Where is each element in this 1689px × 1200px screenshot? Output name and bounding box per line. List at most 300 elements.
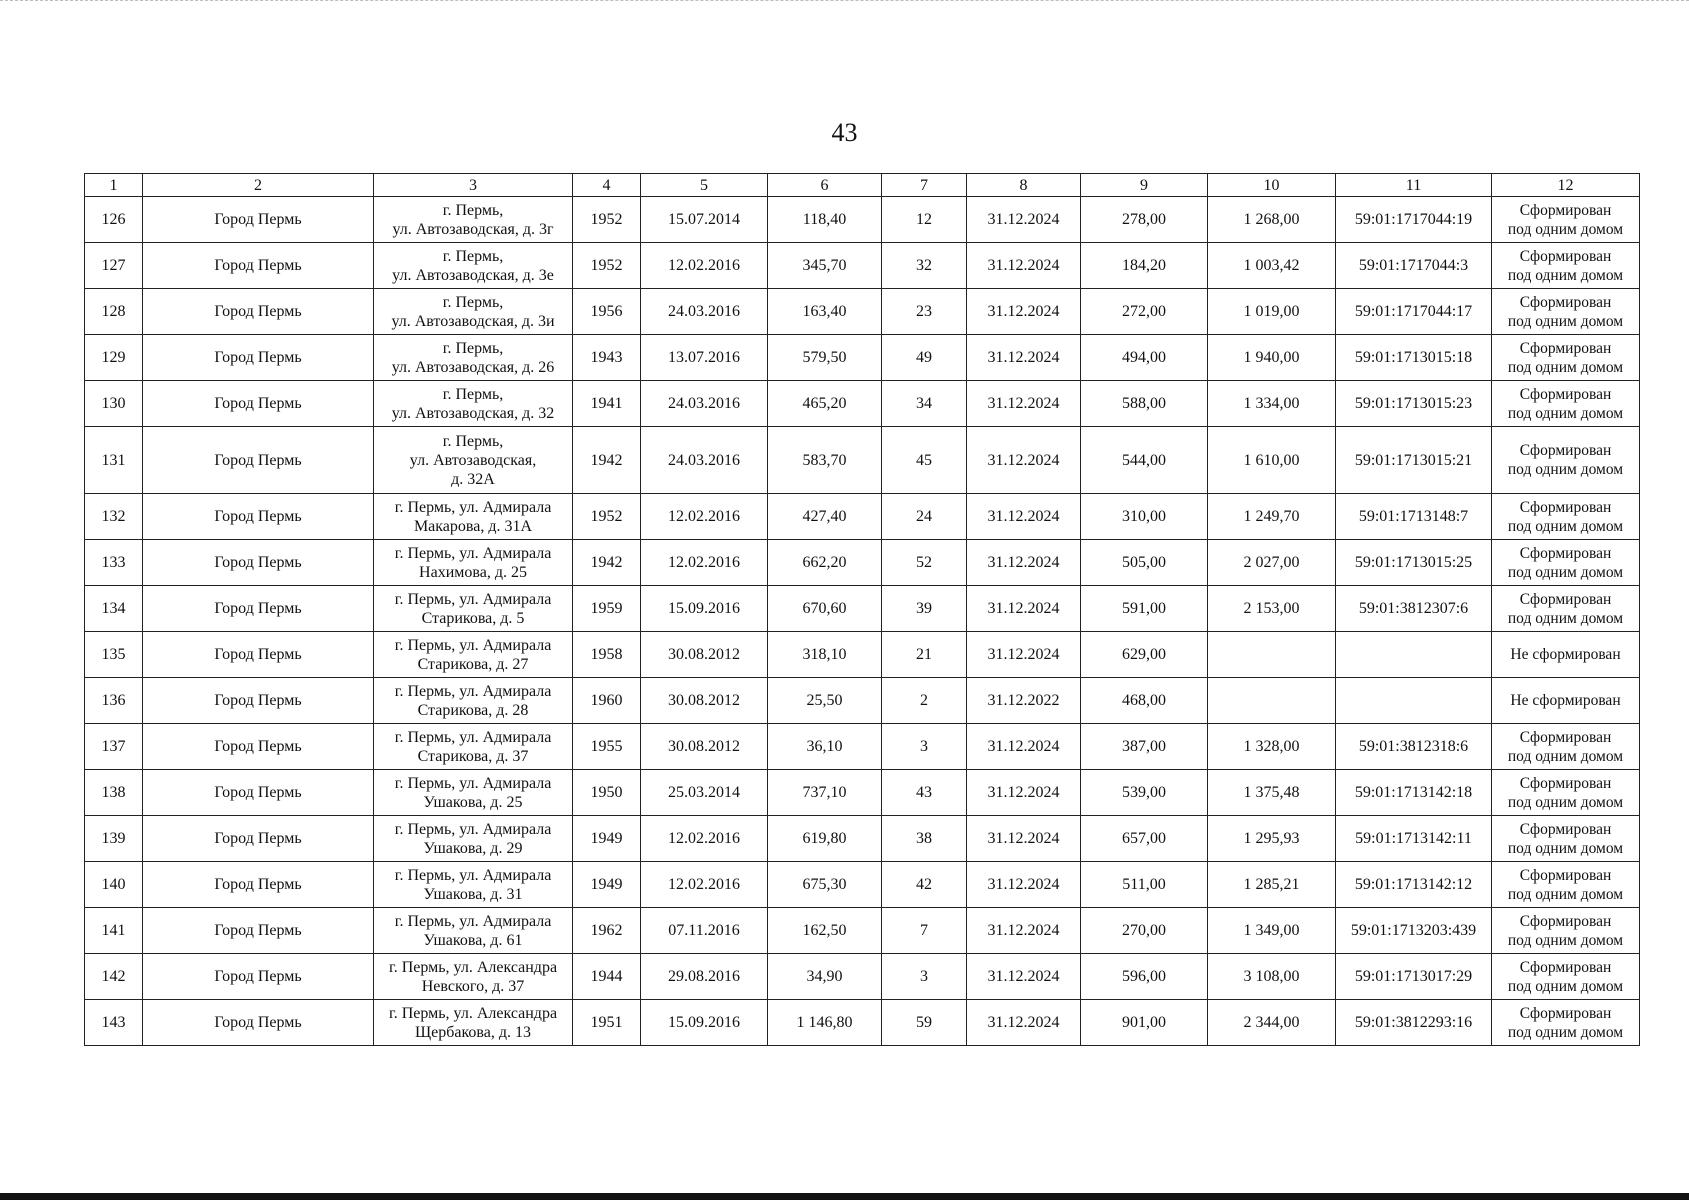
column-9-cell: 310,00 (1081, 494, 1208, 540)
municipality-cell: Город Пермь (143, 586, 374, 632)
date-cell: 25.03.2014 (641, 770, 768, 816)
municipality-cell: Город Пермь (143, 632, 374, 678)
municipality-cell: Город Пермь (143, 289, 374, 335)
address-cell (374, 427, 573, 494)
cadastral-number-cell: 59:01:1713017:29 (1336, 954, 1492, 1000)
area-cell: 427,40 (768, 494, 882, 540)
table-row (85, 197, 1640, 243)
status-line: под одним домом (1507, 404, 1624, 422)
residents-cell: 59 (882, 1000, 967, 1046)
residents-cell: 2 (882, 678, 967, 724)
address-line: г. Пермь, (442, 432, 504, 450)
year-built-cell: 1941 (573, 381, 641, 427)
address-line: Старикова, д. 27 (417, 655, 529, 673)
row-number-cell: 141 (85, 908, 143, 954)
date-cell: 12.02.2016 (641, 243, 768, 289)
address-cell (374, 770, 573, 816)
municipality-cell: Город Пермь (143, 427, 374, 494)
land-plot-status-cell (1492, 381, 1640, 427)
area-cell: 675,30 (768, 862, 882, 908)
year-built-cell: 1950 (573, 770, 641, 816)
status-line: Сформирован (1519, 339, 1612, 357)
date-cell: 24.03.2016 (641, 381, 768, 427)
column-header: 4 (573, 174, 641, 197)
year-built-cell: 1942 (573, 427, 641, 494)
column-10-cell: 1 249,70 (1208, 494, 1336, 540)
deadline-cell: 31.12.2024 (967, 243, 1081, 289)
column-header: 2 (143, 174, 374, 197)
table-row (85, 586, 1640, 632)
area-cell: 583,70 (768, 427, 882, 494)
date-cell: 12.02.2016 (641, 494, 768, 540)
bottom-scan-edge (0, 1193, 1689, 1200)
column-number-row (85, 174, 1640, 197)
cadastral-number-cell: 59:01:1713148:7 (1336, 494, 1492, 540)
municipality-cell: Город Пермь (143, 381, 374, 427)
residents-cell: 7 (882, 908, 967, 954)
deadline-cell: 31.12.2024 (967, 724, 1081, 770)
table-row (85, 427, 1640, 494)
year-built-cell: 1956 (573, 289, 641, 335)
address-cell (374, 540, 573, 586)
table-row (85, 1000, 1640, 1046)
municipality-cell: Город Пермь (143, 540, 374, 586)
address-line: г. Пермь, (442, 201, 504, 219)
row-number-cell: 138 (85, 770, 143, 816)
area-cell: 318,10 (768, 632, 882, 678)
year-built-cell: 1958 (573, 632, 641, 678)
cadastral-number-cell: 59:01:1717044:3 (1336, 243, 1492, 289)
address-line: д. 32А (451, 470, 495, 488)
residents-cell: 38 (882, 816, 967, 862)
residents-cell: 39 (882, 586, 967, 632)
area-cell: 162,50 (768, 908, 882, 954)
area-cell: 163,40 (768, 289, 882, 335)
row-number-cell: 142 (85, 954, 143, 1000)
municipality-cell: Город Пермь (143, 954, 374, 1000)
address-line: ул. Автозаводская, д. 3е (392, 266, 554, 284)
year-built-cell: 1952 (573, 197, 641, 243)
year-built-cell: 1942 (573, 540, 641, 586)
area-cell: 345,70 (768, 243, 882, 289)
table-row (85, 494, 1640, 540)
status-line: Сформирован (1519, 247, 1612, 265)
deadline-cell: 31.12.2024 (967, 540, 1081, 586)
deadline-cell: 31.12.2024 (967, 427, 1081, 494)
status-line: под одним домом (1507, 977, 1624, 995)
residents-cell: 52 (882, 540, 967, 586)
address-line: г. Пермь, (442, 293, 504, 311)
table-body (85, 197, 1640, 1046)
date-cell: 24.03.2016 (641, 289, 768, 335)
land-plot-status-cell (1492, 678, 1640, 724)
cadastral-number-cell (1336, 632, 1492, 678)
row-number-cell: 137 (85, 724, 143, 770)
top-scan-edge (0, 0, 1689, 2)
cadastral-number-cell: 59:01:1713015:23 (1336, 381, 1492, 427)
address-line: г. Пермь, ул. Адмирала (394, 866, 552, 884)
land-plot-status-cell (1492, 540, 1640, 586)
address-line: Ушакова, д. 29 (423, 839, 523, 857)
address-line: Ушакова, д. 31 (423, 885, 523, 903)
cadastral-number-cell: 59:01:1713015:21 (1336, 427, 1492, 494)
residents-cell: 49 (882, 335, 967, 381)
address-cell (374, 724, 573, 770)
column-9-cell: 468,00 (1081, 678, 1208, 724)
year-built-cell: 1962 (573, 908, 641, 954)
address-line: Нахимова, д. 25 (419, 563, 527, 581)
deadline-cell: 31.12.2024 (967, 586, 1081, 632)
status-line: под одним домом (1507, 609, 1624, 627)
status-line: под одним домом (1507, 839, 1624, 857)
residents-cell: 42 (882, 862, 967, 908)
year-built-cell: 1952 (573, 243, 641, 289)
column-9-cell: 184,20 (1081, 243, 1208, 289)
status-line: Сформирован (1519, 1004, 1612, 1022)
status-line: Не сформирован (1510, 646, 1621, 663)
status-line: Сформирован (1519, 385, 1612, 403)
status-line: под одним домом (1507, 266, 1624, 284)
status-line: под одним домом (1507, 312, 1624, 330)
column-10-cell: 2 344,00 (1208, 1000, 1336, 1046)
status-line: под одним домом (1507, 220, 1624, 238)
table-row (85, 954, 1640, 1000)
column-10-cell: 1 003,42 (1208, 243, 1336, 289)
address-line: ул. Автозаводская, д. 26 (391, 358, 555, 376)
column-header: 10 (1208, 174, 1336, 197)
address-line: г. Пермь, ул. Адмирала (394, 912, 552, 930)
municipality-cell: Город Пермь (143, 816, 374, 862)
status-line: под одним домом (1507, 885, 1624, 903)
address-cell (374, 586, 573, 632)
cadastral-number-cell: 59:01:1713015:18 (1336, 335, 1492, 381)
column-9-cell: 539,00 (1081, 770, 1208, 816)
cadastral-number-cell: 59:01:3812293:16 (1336, 1000, 1492, 1046)
year-built-cell: 1960 (573, 678, 641, 724)
address-cell (374, 632, 573, 678)
year-built-cell: 1949 (573, 816, 641, 862)
column-header: 9 (1081, 174, 1208, 197)
land-plot-status-cell (1492, 335, 1640, 381)
column-9-cell: 505,00 (1081, 540, 1208, 586)
row-number-cell: 130 (85, 381, 143, 427)
row-number-cell: 127 (85, 243, 143, 289)
column-header: 12 (1492, 174, 1640, 197)
table-row (85, 678, 1640, 724)
municipality-cell: Город Пермь (143, 770, 374, 816)
address-line: г. Пермь, ул. Адмирала (394, 820, 552, 838)
address-cell (374, 954, 573, 1000)
column-10-cell: 1 268,00 (1208, 197, 1336, 243)
cadastral-number-cell: 59:01:1713015:25 (1336, 540, 1492, 586)
date-cell: 29.08.2016 (641, 954, 768, 1000)
table-row (85, 381, 1640, 427)
status-line: Сформирован (1519, 544, 1612, 562)
residents-cell: 43 (882, 770, 967, 816)
column-10-cell (1208, 678, 1336, 724)
row-number-cell: 140 (85, 862, 143, 908)
column-10-cell: 1 285,21 (1208, 862, 1336, 908)
address-cell (374, 908, 573, 954)
residents-cell: 32 (882, 243, 967, 289)
date-cell: 12.02.2016 (641, 862, 768, 908)
cadastral-number-cell (1336, 678, 1492, 724)
address-cell (374, 816, 573, 862)
row-number-cell: 129 (85, 335, 143, 381)
year-built-cell: 1951 (573, 1000, 641, 1046)
column-header: 5 (641, 174, 768, 197)
column-9-cell: 494,00 (1081, 335, 1208, 381)
table-row (85, 770, 1640, 816)
column-10-cell: 3 108,00 (1208, 954, 1336, 1000)
column-9-cell: 591,00 (1081, 586, 1208, 632)
residents-cell: 3 (882, 724, 967, 770)
land-plot-status-cell (1492, 243, 1640, 289)
area-cell: 579,50 (768, 335, 882, 381)
table-row (85, 862, 1640, 908)
area-cell: 619,80 (768, 816, 882, 862)
status-line: под одним домом (1507, 931, 1624, 949)
address-line: г. Пермь, (442, 339, 504, 357)
year-built-cell: 1959 (573, 586, 641, 632)
area-cell: 670,60 (768, 586, 882, 632)
table-row (85, 289, 1640, 335)
column-header: 7 (882, 174, 967, 197)
deadline-cell: 31.12.2024 (967, 954, 1081, 1000)
address-line: г. Пермь, (442, 385, 504, 403)
land-plot-status-cell (1492, 954, 1640, 1000)
cadastral-number-cell: 59:01:3812318:6 (1336, 724, 1492, 770)
address-cell (374, 289, 573, 335)
deadline-cell: 31.12.2024 (967, 770, 1081, 816)
year-built-cell: 1952 (573, 494, 641, 540)
municipality-cell: Город Пермь (143, 862, 374, 908)
date-cell: 07.11.2016 (641, 908, 768, 954)
land-plot-status-cell (1492, 770, 1640, 816)
address-line: г. Пермь, ул. Александра (388, 1004, 558, 1022)
address-cell (374, 494, 573, 540)
municipality-cell: Город Пермь (143, 908, 374, 954)
column-9-cell: 270,00 (1081, 908, 1208, 954)
deadline-cell: 31.12.2024 (967, 494, 1081, 540)
deadline-cell: 31.12.2024 (967, 816, 1081, 862)
area-cell: 34,90 (768, 954, 882, 1000)
deadline-cell: 31.12.2024 (967, 908, 1081, 954)
row-number-cell: 132 (85, 494, 143, 540)
status-line: под одним домом (1507, 563, 1624, 581)
deadline-cell: 31.12.2024 (967, 381, 1081, 427)
date-cell: 15.09.2016 (641, 586, 768, 632)
municipality-cell: Город Пермь (143, 1000, 374, 1046)
area-cell: 118,40 (768, 197, 882, 243)
row-number-cell: 134 (85, 586, 143, 632)
address-line: г. Пермь, ул. Адмирала (394, 728, 552, 746)
status-line: Сформирован (1519, 958, 1612, 976)
column-header: 6 (768, 174, 882, 197)
table-row (85, 243, 1640, 289)
column-10-cell: 2 027,00 (1208, 540, 1336, 586)
date-cell: 15.09.2016 (641, 1000, 768, 1046)
municipality-cell: Город Пермь (143, 335, 374, 381)
cadastral-number-cell: 59:01:1713142:12 (1336, 862, 1492, 908)
land-plot-status-cell (1492, 908, 1640, 954)
residents-cell: 3 (882, 954, 967, 1000)
year-built-cell: 1949 (573, 862, 641, 908)
row-number-cell: 126 (85, 197, 143, 243)
date-cell: 13.07.2016 (641, 335, 768, 381)
column-header: 3 (374, 174, 573, 197)
column-10-cell: 1 349,00 (1208, 908, 1336, 954)
land-plot-status-cell (1492, 427, 1640, 494)
deadline-cell: 31.12.2022 (967, 678, 1081, 724)
address-line: г. Пермь, ул. Адмирала (394, 544, 552, 562)
municipality-cell: Город Пермь (143, 197, 374, 243)
residents-cell: 34 (882, 381, 967, 427)
area-cell: 662,20 (768, 540, 882, 586)
municipality-cell: Город Пермь (143, 494, 374, 540)
deadline-cell: 31.12.2024 (967, 335, 1081, 381)
area-cell: 737,10 (768, 770, 882, 816)
address-line: г. Пермь, ул. Адмирала (394, 682, 552, 700)
status-line: Сформирован (1519, 498, 1612, 516)
municipality-cell: Город Пермь (143, 724, 374, 770)
status-line: под одним домом (1507, 461, 1624, 478)
column-9-cell: 588,00 (1081, 381, 1208, 427)
status-line: Сформирован (1519, 866, 1612, 884)
cadastral-number-cell: 59:01:1713203:439 (1336, 908, 1492, 954)
status-line: Сформирован (1519, 774, 1612, 792)
land-plot-status-cell (1492, 816, 1640, 862)
status-line: под одним домом (1507, 358, 1624, 376)
column-10-cell: 1 328,00 (1208, 724, 1336, 770)
status-line: Сформирован (1519, 442, 1612, 459)
address-line: ул. Автозаводская, д. 3г (392, 220, 554, 238)
land-plot-status-cell (1492, 1000, 1640, 1046)
row-number-cell: 139 (85, 816, 143, 862)
address-cell (374, 678, 573, 724)
column-header: 11 (1336, 174, 1492, 197)
cadastral-number-cell: 59:01:1713142:11 (1336, 816, 1492, 862)
address-cell (374, 381, 573, 427)
residents-cell: 12 (882, 197, 967, 243)
table-row (85, 540, 1640, 586)
status-line: Сформирован (1519, 728, 1612, 746)
address-line: г. Пермь, ул. Адмирала (394, 590, 552, 608)
row-number-cell: 135 (85, 632, 143, 678)
status-line: Сформирован (1519, 820, 1612, 838)
address-line: г. Пермь, (442, 247, 504, 265)
column-10-cell: 1 375,48 (1208, 770, 1336, 816)
date-cell: 12.02.2016 (641, 540, 768, 586)
row-number-cell: 136 (85, 678, 143, 724)
status-line: под одним домом (1507, 793, 1624, 811)
table-row (85, 632, 1640, 678)
area-cell: 1 146,80 (768, 1000, 882, 1046)
date-cell: 30.08.2012 (641, 678, 768, 724)
date-cell: 24.03.2016 (641, 427, 768, 494)
address-line: г. Пермь, ул. Адмирала (394, 498, 552, 516)
land-plot-status-cell (1492, 586, 1640, 632)
column-9-cell: 511,00 (1081, 862, 1208, 908)
column-header: 1 (85, 174, 143, 197)
column-9-cell: 901,00 (1081, 1000, 1208, 1046)
land-plot-status-cell (1492, 494, 1640, 540)
column-9-cell: 657,00 (1081, 816, 1208, 862)
land-plot-status-cell (1492, 197, 1640, 243)
address-cell (374, 197, 573, 243)
date-cell: 30.08.2012 (641, 632, 768, 678)
column-9-cell: 596,00 (1081, 954, 1208, 1000)
year-built-cell: 1955 (573, 724, 641, 770)
land-plot-status-cell (1492, 632, 1640, 678)
column-9-cell: 272,00 (1081, 289, 1208, 335)
column-10-cell: 1 019,00 (1208, 289, 1336, 335)
column-9-cell: 387,00 (1081, 724, 1208, 770)
address-cell (374, 335, 573, 381)
address-line: Щербакова, д. 13 (414, 1023, 532, 1041)
municipality-cell: Город Пермь (143, 678, 374, 724)
address-line: Старикова, д. 37 (417, 747, 529, 765)
address-line: Невского, д. 37 (421, 977, 525, 995)
residents-cell: 24 (882, 494, 967, 540)
address-line: Ушакова, д. 25 (423, 793, 523, 811)
table-row (85, 335, 1640, 381)
status-line: под одним домом (1507, 517, 1624, 535)
housing-table (84, 173, 1640, 1046)
residents-cell: 21 (882, 632, 967, 678)
cadastral-number-cell: 59:01:1713142:18 (1336, 770, 1492, 816)
address-cell (374, 1000, 573, 1046)
column-header: 8 (967, 174, 1081, 197)
cadastral-number-cell: 59:01:1717044:19 (1336, 197, 1492, 243)
cadastral-number-cell: 59:01:1717044:17 (1336, 289, 1492, 335)
address-line: ул. Автозаводская, д. 32 (391, 404, 555, 422)
column-10-cell: 1 295,93 (1208, 816, 1336, 862)
column-10-cell: 1 610,00 (1208, 427, 1336, 494)
land-plot-status-cell (1492, 289, 1640, 335)
cadastral-number-cell: 59:01:3812307:6 (1336, 586, 1492, 632)
address-line: Ушакова, д. 61 (423, 931, 523, 949)
deadline-cell: 31.12.2024 (967, 1000, 1081, 1046)
column-10-cell (1208, 632, 1336, 678)
address-line: Старикова, д. 28 (417, 701, 529, 719)
year-built-cell: 1943 (573, 335, 641, 381)
status-line: Сформирован (1519, 912, 1612, 930)
status-line: Сформирован (1519, 293, 1612, 311)
area-cell: 465,20 (768, 381, 882, 427)
municipality-cell: Город Пермь (143, 243, 374, 289)
residents-cell: 23 (882, 289, 967, 335)
land-plot-status-cell (1492, 724, 1640, 770)
column-10-cell: 1 334,00 (1208, 381, 1336, 427)
area-cell: 25,50 (768, 678, 882, 724)
column-9-cell: 629,00 (1081, 632, 1208, 678)
table-row (85, 816, 1640, 862)
status-line: Сформирован (1519, 201, 1612, 219)
date-cell: 12.02.2016 (641, 816, 768, 862)
deadline-cell: 31.12.2024 (967, 862, 1081, 908)
area-cell: 36,10 (768, 724, 882, 770)
address-line: г. Пермь, ул. Адмирала (394, 774, 552, 792)
column-9-cell: 278,00 (1081, 197, 1208, 243)
residents-cell: 45 (882, 427, 967, 494)
address-line: г. Пермь, ул. Александра (388, 958, 558, 976)
column-9-cell: 544,00 (1081, 427, 1208, 494)
address-line: Макарова, д. 31А (413, 517, 533, 535)
deadline-cell: 31.12.2024 (967, 632, 1081, 678)
address-cell (374, 862, 573, 908)
address-line: Старикова, д. 5 (421, 609, 525, 627)
